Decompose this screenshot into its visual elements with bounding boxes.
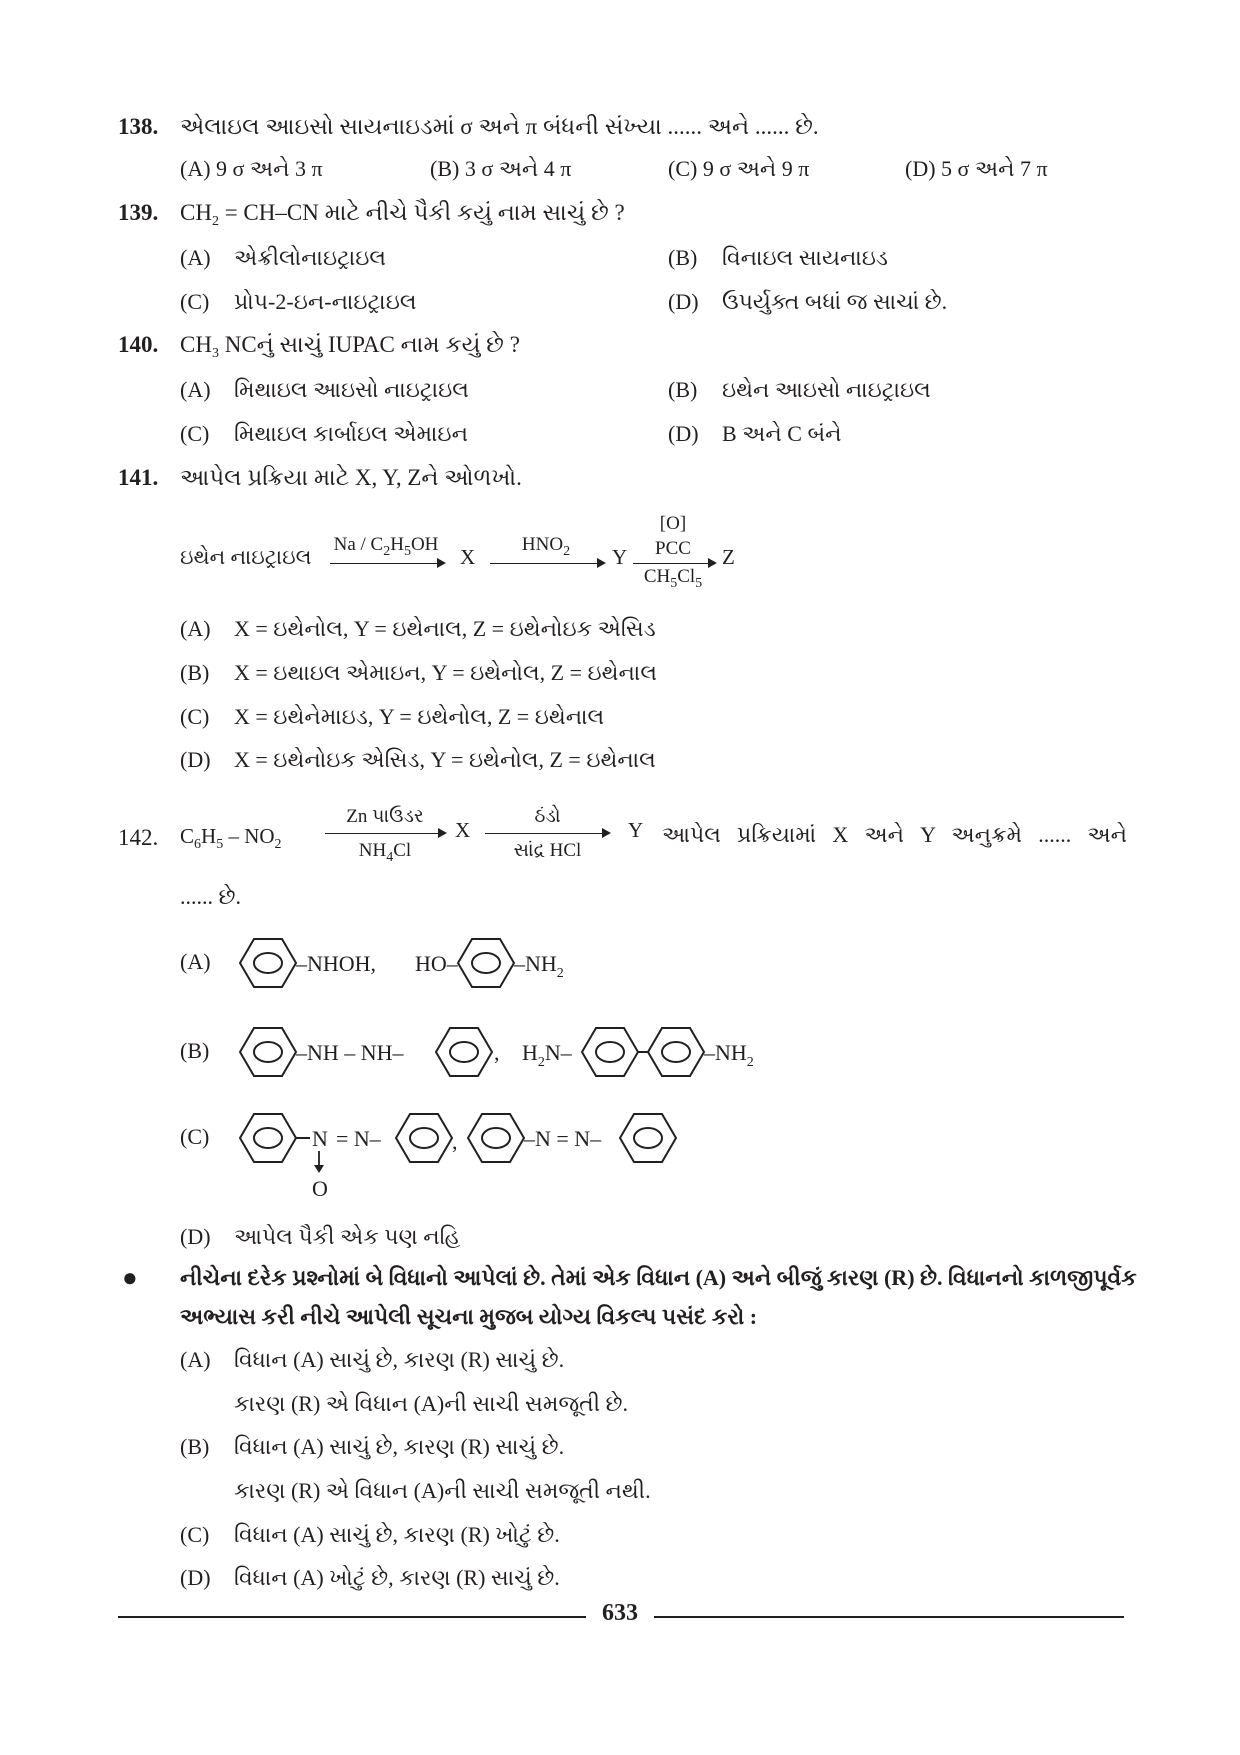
ar-option-c: (C) વિધાન (A) સાચું છે, કારણ (R) ખોટું છે. xyxy=(180,1522,560,1547)
option-d: (D) ઉપર્યુક્ત બધાં જ સાચાં છે. xyxy=(668,289,948,314)
option-c-label: (C) xyxy=(180,1124,210,1149)
arrowhead-icon xyxy=(438,828,447,838)
ar-option-b-line-2: કારણ (R) એ વિધાન (A)ની સાચી સમજૂતી નથી. xyxy=(234,1478,651,1503)
substituent-h2n: $H_2N-$ xyxy=(522,1040,572,1070)
option-b: (B) વિનાઇલ સાયનાઇડ xyxy=(668,245,888,270)
question-138 xyxy=(118,112,819,142)
question-text-continued: ...... છે. xyxy=(180,884,242,909)
benzene-ring-icon xyxy=(396,1114,452,1162)
product-x: X xyxy=(455,818,471,842)
question-text: એલાઇલ આઇસો સાયનાઇડમાં σ અને π બંધની સંખ્યા ...... અને ...... છે. xyxy=(180,114,819,139)
formula: $CH_3$ NCનું સાચું IUPAC નામ કયું છે ? xyxy=(180,332,520,361)
ar-option-a: (A) વિધાન (A) સાચું છે, કારણ (R) સાચું છે. xyxy=(180,1347,565,1372)
azo-linkage: = N– xyxy=(336,1126,381,1151)
reagent-1-bottom: $NH_4Cl$ xyxy=(358,840,412,865)
ar-option-b: (B) વિધાન (A) સાચું છે, કારણ (R) સાચું છે. xyxy=(180,1434,565,1459)
option-c-structures xyxy=(230,1103,710,1203)
question-number: 139. xyxy=(118,200,159,225)
option-b-label: (B) xyxy=(180,1038,210,1063)
option-label: (B) xyxy=(430,156,460,181)
benzene-ring-icon xyxy=(436,1028,492,1076)
question-text: આપેલ પ્રક્રિયામાં X અને Y અનુક્રમે ...... અને xyxy=(662,822,1127,847)
option-d xyxy=(905,154,1048,184)
arrowhead-icon xyxy=(437,558,446,568)
option-c: (C) X = ઇથેનેમાઇડ, Y = ઇથેનોલ, Z = ઇથેનાલ xyxy=(180,704,605,729)
option-label: (D) xyxy=(905,156,936,181)
ar-option-a-line-2: કારણ (R) એ વિધાન (A)ની સાચી સમજૂતી છે. xyxy=(234,1391,629,1416)
footer-rule-right xyxy=(654,1616,1124,1618)
option-b: (B) X = ઇથાઇલ એમાઇન, Y = ઇથેનોલ, Z = ઇથેનાલ xyxy=(180,660,657,685)
reactant: ઇથેન નાઇટ્રાઇલ xyxy=(180,545,312,569)
page-number: 633 xyxy=(602,1600,638,1626)
reaction-arrow-1 xyxy=(330,563,442,564)
option-label: (A) xyxy=(180,156,211,181)
reaction-arrow-3 xyxy=(633,563,713,564)
benzene-ring-icon xyxy=(458,939,514,987)
azo-linkage: –N = N– xyxy=(524,1126,602,1151)
ar-option-d: (D) વિધાન (A) ખોટું છે, કારણ (R) સાચું છે. xyxy=(180,1565,560,1590)
option-d: (D) X = ઇથેનોઇક એસિડ, Y = ઇથેનોલ, Z = ઇથેનાલ xyxy=(180,747,656,772)
option-text: 3 σ અને 4 π xyxy=(464,156,572,181)
option-c: (C) મિથાઇલ કાર્બાઇલ એમાઇન xyxy=(180,421,468,446)
reagent-1-top: Zn પાઉડર xyxy=(346,806,424,827)
instruction-line-1: નીચેના દરેક પ્રશ્નોમાં બે વિધાનો આપેલાં છે. તેમાં એક વિધાન (A) અને બીજું કારણ (R) છે. વિધાનનો કાળજીપૂર્વક xyxy=(180,1265,1137,1290)
reagent-2-bottom: સાંદ્ર HCl xyxy=(513,840,582,861)
option-c xyxy=(668,154,809,184)
product-x: X xyxy=(460,545,476,569)
benzene-ring-icon xyxy=(648,1028,704,1076)
hydrazo-linkage: –NH – NH– xyxy=(296,1040,404,1065)
reaction-arrow-1 xyxy=(325,833,443,834)
azoxy-nitrogen: N xyxy=(312,1126,328,1151)
question-139 xyxy=(118,198,625,228)
footer-rule-left xyxy=(118,1616,586,1618)
formula: $CH_2 = CH-CN$ માટે નીચે પૈકી કયું નામ સાચું છે ? xyxy=(180,200,625,229)
comma: , xyxy=(494,1040,500,1065)
benzene-ring-icon xyxy=(240,1028,296,1076)
question-140 xyxy=(118,330,520,360)
reagent-3: [O] PCC xyxy=(655,513,691,559)
substituent-ho: HO– xyxy=(415,951,458,976)
question-text: આપેલ પ્રક્રિયા માટે X, Y, Zને ઓળખો. xyxy=(180,465,522,490)
option-text: 9 σ અને 3 π xyxy=(216,156,323,181)
product-z: Z xyxy=(722,545,735,569)
reactant-nitrobenzene: $C_6H_5 - NO_2$ xyxy=(180,824,282,852)
instruction-line-2: અભ્યાસ કરી નીચે આપેલી સૂચના મુજબ યોગ્ય વિકલ્પ પસંદ કરો : xyxy=(180,1304,758,1329)
reagent-3-solvent: $CH_5Cl_5$ xyxy=(643,566,703,591)
option-c: (C) પ્રોપ-2-ઇન-નાઇટ્રાઇલ xyxy=(180,289,417,314)
benzene-ring-icon xyxy=(240,939,296,987)
benzene-ring-icon xyxy=(240,1114,296,1162)
option-a: (A) એક્રીલોનાઇટ્રાઇલ xyxy=(180,245,387,270)
product-y: Y xyxy=(628,818,644,842)
product-y: Y xyxy=(612,545,628,569)
substituent-nh2: $-NH_2$ xyxy=(514,951,564,981)
reaction-arrow-2 xyxy=(490,563,602,564)
benzene-ring-icon xyxy=(468,1114,524,1162)
option-a: (A) X = ઇથેનોલ, Y = ઇથેનાલ, Z = ઇથેનોઇક એસિડ xyxy=(180,616,656,641)
comma: , xyxy=(452,1129,458,1154)
option-b-structures xyxy=(230,1017,790,1087)
option-a xyxy=(180,154,323,184)
option-b xyxy=(430,154,571,184)
option-text: 5 σ અને 7 π xyxy=(941,156,1048,181)
arrowhead-icon xyxy=(314,1165,324,1173)
substituent-nhoh: –NHOH, xyxy=(296,951,377,976)
question-number: 141. xyxy=(118,465,159,490)
question-number: 140. xyxy=(118,332,159,357)
reagent-2: $HNO_2$ xyxy=(521,534,571,559)
reagent-2-top: ઠંડો xyxy=(534,806,561,827)
arrowhead-icon xyxy=(602,828,611,838)
oxygen: O xyxy=(312,1176,328,1201)
question-142-number: 142. xyxy=(118,825,159,850)
benzene-ring-icon xyxy=(620,1114,676,1162)
question-number: 138. xyxy=(118,114,159,139)
reaction-arrow-2 xyxy=(485,833,607,834)
option-label: (C) xyxy=(668,156,698,181)
benzene-ring-icon xyxy=(582,1028,638,1076)
question-141 xyxy=(118,463,522,493)
option-d: (D) આપેલ પૈકી એક પણ નહિ xyxy=(180,1224,461,1249)
option-a-label: (A) xyxy=(180,949,211,974)
bullet-icon: ● xyxy=(122,1263,138,1292)
option-text: 9 σ અને 9 π xyxy=(702,156,810,181)
arrowhead-icon xyxy=(597,558,606,568)
option-b: (B) ઇથેન આઇસો નાઇટ્રાઇલ xyxy=(668,377,931,402)
option-a-structures xyxy=(230,928,650,998)
option-d: (D) B અને C બંને xyxy=(668,421,842,446)
reagent-1: Na / $C_2H_5OH$ xyxy=(333,534,439,559)
option-a: (A) મિથાઇલ આઇસો નાઇટ્રાઇલ xyxy=(180,377,469,402)
substituent-nh2: $-NH_2$ xyxy=(704,1040,754,1070)
